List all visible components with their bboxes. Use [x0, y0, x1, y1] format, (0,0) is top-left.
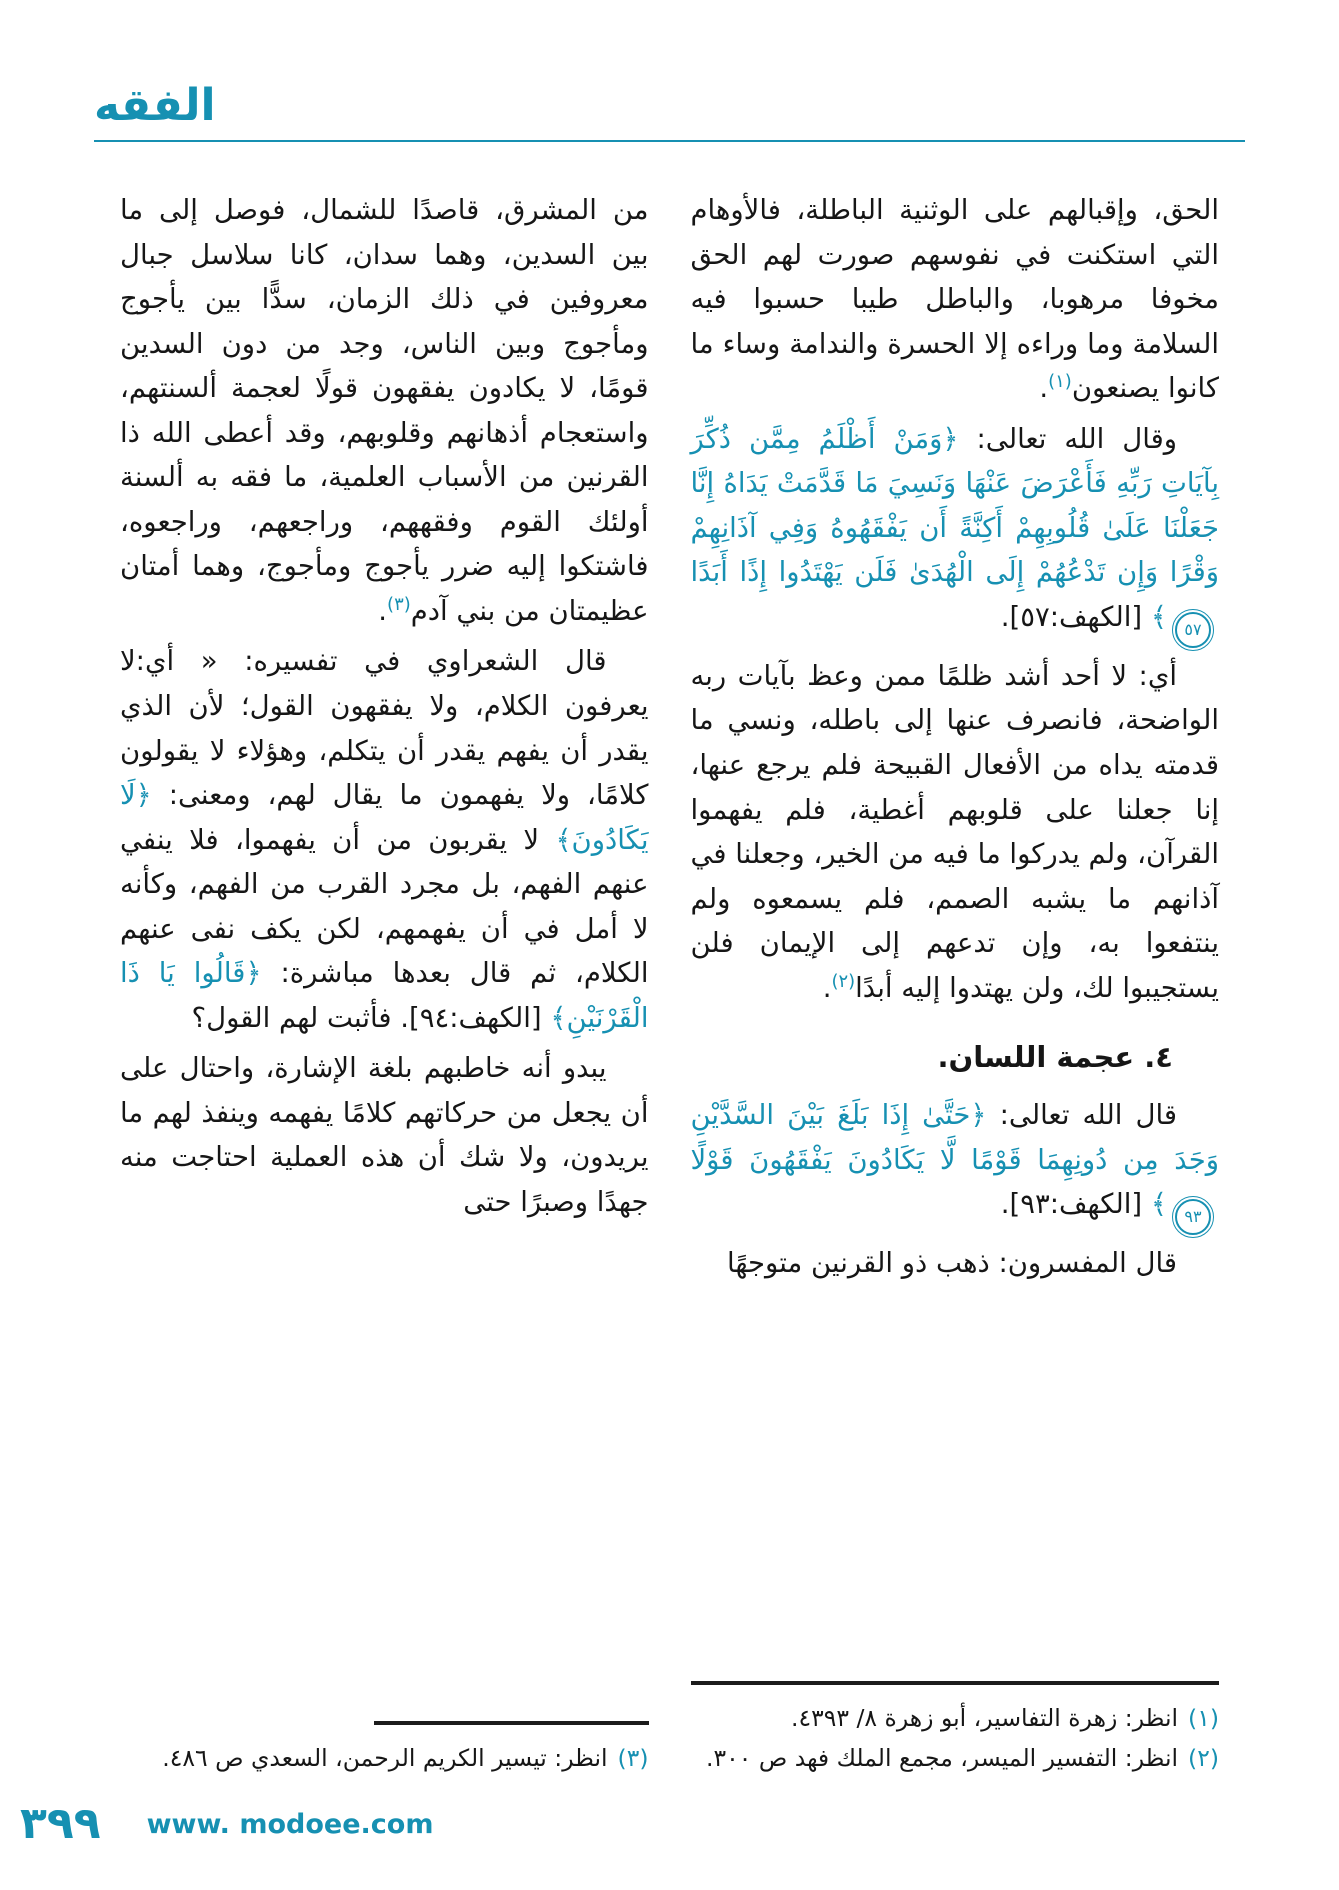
body-text: .: [378, 594, 388, 627]
ayah-number-ornament: [1175, 612, 1211, 648]
page-footer: [0, 1796, 433, 1852]
footnotes-left-column: [120, 1721, 649, 1778]
page-number: ٣٩٩: [20, 1798, 101, 1849]
section-title: الفقه: [94, 80, 216, 131]
footnote-number: (١): [1188, 1704, 1219, 1733]
paragraph-continuation: [691, 188, 1220, 411]
paragraph-shaarawi-quote: [120, 639, 649, 1040]
footnote-number: (٢): [1188, 1743, 1219, 1772]
page-header: [94, 80, 1245, 142]
ayah-number-ornament: [1175, 1199, 1211, 1235]
subheading-ajamat-allisan: ٤. عجمة اللسان.: [937, 1040, 1173, 1075]
paragraph-mufassirun: قال المفسرون: ذهب ذو القرنين متوجهًا: [726, 1247, 1177, 1280]
footnote-number: (٣): [617, 1743, 649, 1772]
footnote: [120, 1739, 649, 1778]
footnote-ref-1: (١): [1048, 371, 1072, 393]
website-url: www. modoee.com: [146, 1808, 434, 1840]
body-text: .: [1039, 372, 1049, 405]
footnotes-right-column: [691, 1681, 1220, 1778]
paragraph-quran-kahf-57: [691, 417, 1220, 648]
quran-closing-bracket: ﴾: [1150, 1188, 1167, 1221]
quran-inline-quote: ﴿لَا يَكَادُونَ﴾: [120, 779, 649, 856]
footnote-ref-2: (٢): [831, 970, 856, 992]
quran-closing-bracket: ﴾: [1150, 600, 1167, 633]
ayah-number: ٩٣: [1184, 1207, 1202, 1227]
text-columns: [120, 188, 1219, 1778]
footnote-text: انظر: زهرة التفاسير، أبو زهرة ٨/ ٤٣٩٣.: [791, 1704, 1179, 1733]
body-text: قال الله تعالى:: [986, 1099, 1177, 1132]
column-left: [120, 188, 649, 1778]
body-text: الحق، وإقبالهم على الوثنية الباطلة، فالأوهام التي استكنت في نفوسهم صورت لهم الحق مخوفا مرهوبا، والباطل طيبا حسبوا فيه السلامة وما وراءه إلا الحسرة والندامة وساء ما كانوا يصنعون: [690, 194, 1219, 405]
quran-verse: ﴿وَمَنْ أَظْلَمُ مِمَّن ذُكِّرَ بِآيَاتِ رَبِّهِ فَأَعْرَضَ عَنْهَا وَنَسِيَ مَا قَدَّمَتْ يَدَاهُ إِنَّا جَعَلْنَا عَلَىٰ قُلُوبِهِمْ أَكِنَّةً أَن يَفْقَهُوهُ وَفِي آذَانِهِمْ وَقْرًا وَإِن تَدْعُهُمْ إِلَى الْهُدَىٰ فَلَن يَهْتَدُوا إِذًا أَبَدًا: [690, 422, 1219, 589]
footnote: [691, 1699, 1220, 1738]
body-text: أي: لا أحد أشد ظلمًا ممن وعظ بآيات ربه الواضحة، فانصرف عنها إلى باطله، ونسي ما قدمته يداه من الأفعال القبيحة فلم يرجع عنها، إنا جعلنا على قلوبهم أغطية، فلم يفهموا القرآن، ولم يدركوا ما فيه من الخير، وجعلنا في آذانهم ما يشبه الصمم، فلم يسمعوه ولم ينتفعوا به، وإن تدعهم إلى الإيمان فلن يستجيبوا لك، ولن يهتدوا إليه أبدًا: [690, 659, 1219, 1004]
verse-reference: [الكهف:٥٧].: [1000, 600, 1151, 633]
ayah-number: ٥٧: [1184, 619, 1202, 639]
footnote: [691, 1739, 1220, 1778]
body-text: وقال الله تعالى:: [958, 422, 1177, 455]
body-text: من المشرق، قاصدًا للشمال، فوصل إلى ما بين السدين، وهما سدان، كانا سلاسل جبال معروفين في ذلك الزمان، سدًّا بين يأجوج ومأجوج وبين الناس، وجد من دون السدين قومًا، لا يكادون يفقهون قولًا لعجمة ألسنتهم، واستعجام أذهانهم وقلوبهم، وقد أعطى الله ذا القرنين من الأسباب العلمية، ما فقه به ألسنة أولئك القوم وفقههم، وراجعهم، وراجعوه، فاشتكوا إليه ضرر يأجوج ومأجوج، وهما أمتان عظيمتان من بني آدم: [120, 194, 649, 627]
body-text: .: [822, 971, 832, 1004]
quran-inline-quote: ﴿قَالُوا يَا ذَا الْقَرْنَيْنِ﴾: [120, 957, 649, 1034]
verse-reference: [الكهف:٩٣].: [1000, 1188, 1151, 1221]
footnote-separator: [691, 1681, 1220, 1685]
footnote-ref-3: (٣): [387, 593, 411, 615]
paragraph-quran-kahf-93: [691, 1093, 1220, 1235]
footnote-text: انظر: التفسير الميسر، مجمع الملك فهد ص ٣٠٠.: [706, 1743, 1179, 1772]
footnote-text: انظر: تيسير الكريم الرحمن، السعدي ص ٤٨٦.: [162, 1743, 608, 1772]
quran-verse: ﴿حَتَّىٰ إِذَا بَلَغَ بَيْنَ السَّدَّيْنِ وَجَدَ مِن دُونِهِمَا قَوْمًا لَّا يَكَادُونَ يَفْقَهُونَ قَوْلًا: [690, 1099, 1219, 1176]
body-text: لا يقربون من أن يفهموا، فلا ينفي عنهم الفهم، بل مجرد القرب من الفهم، وكأنه لا أمل في أن يفهمهم، لكن يكف نفى عنهم الكلام، ثم قال بعدها مباشرة:: [120, 823, 649, 990]
body-text: قال الشعراوي في تفسيره: « أي:لا يعرفون الكلام، ولا يفقهون القول؛ لأن الذي يقدر أن يفهم يقدر أن يتكلم، وهؤلاء لا يقولون كلامًا، ولا يفهمون ما يقال لهم، ومعنى:: [120, 645, 649, 812]
footnote-separator: [374, 1721, 649, 1725]
paragraph-commentary: يبدو أنه خاطبهم بلغة الإشارة، واحتال على أن يجعل من حركاتهم كلامًا يفهمه وينفذ لهم ما يريدون، ولا شك أن هذه العملية احتاجت منه جهدًا وصبرًا حتى: [120, 1052, 649, 1219]
paragraph-tafsir: [691, 654, 1220, 1010]
body-text: [الكهف:٩٤]. فأثبت لهم القول؟: [191, 1001, 551, 1034]
paragraph-continuation: [120, 188, 649, 633]
column-right: [691, 188, 1220, 1778]
header-rule: [94, 140, 1245, 142]
